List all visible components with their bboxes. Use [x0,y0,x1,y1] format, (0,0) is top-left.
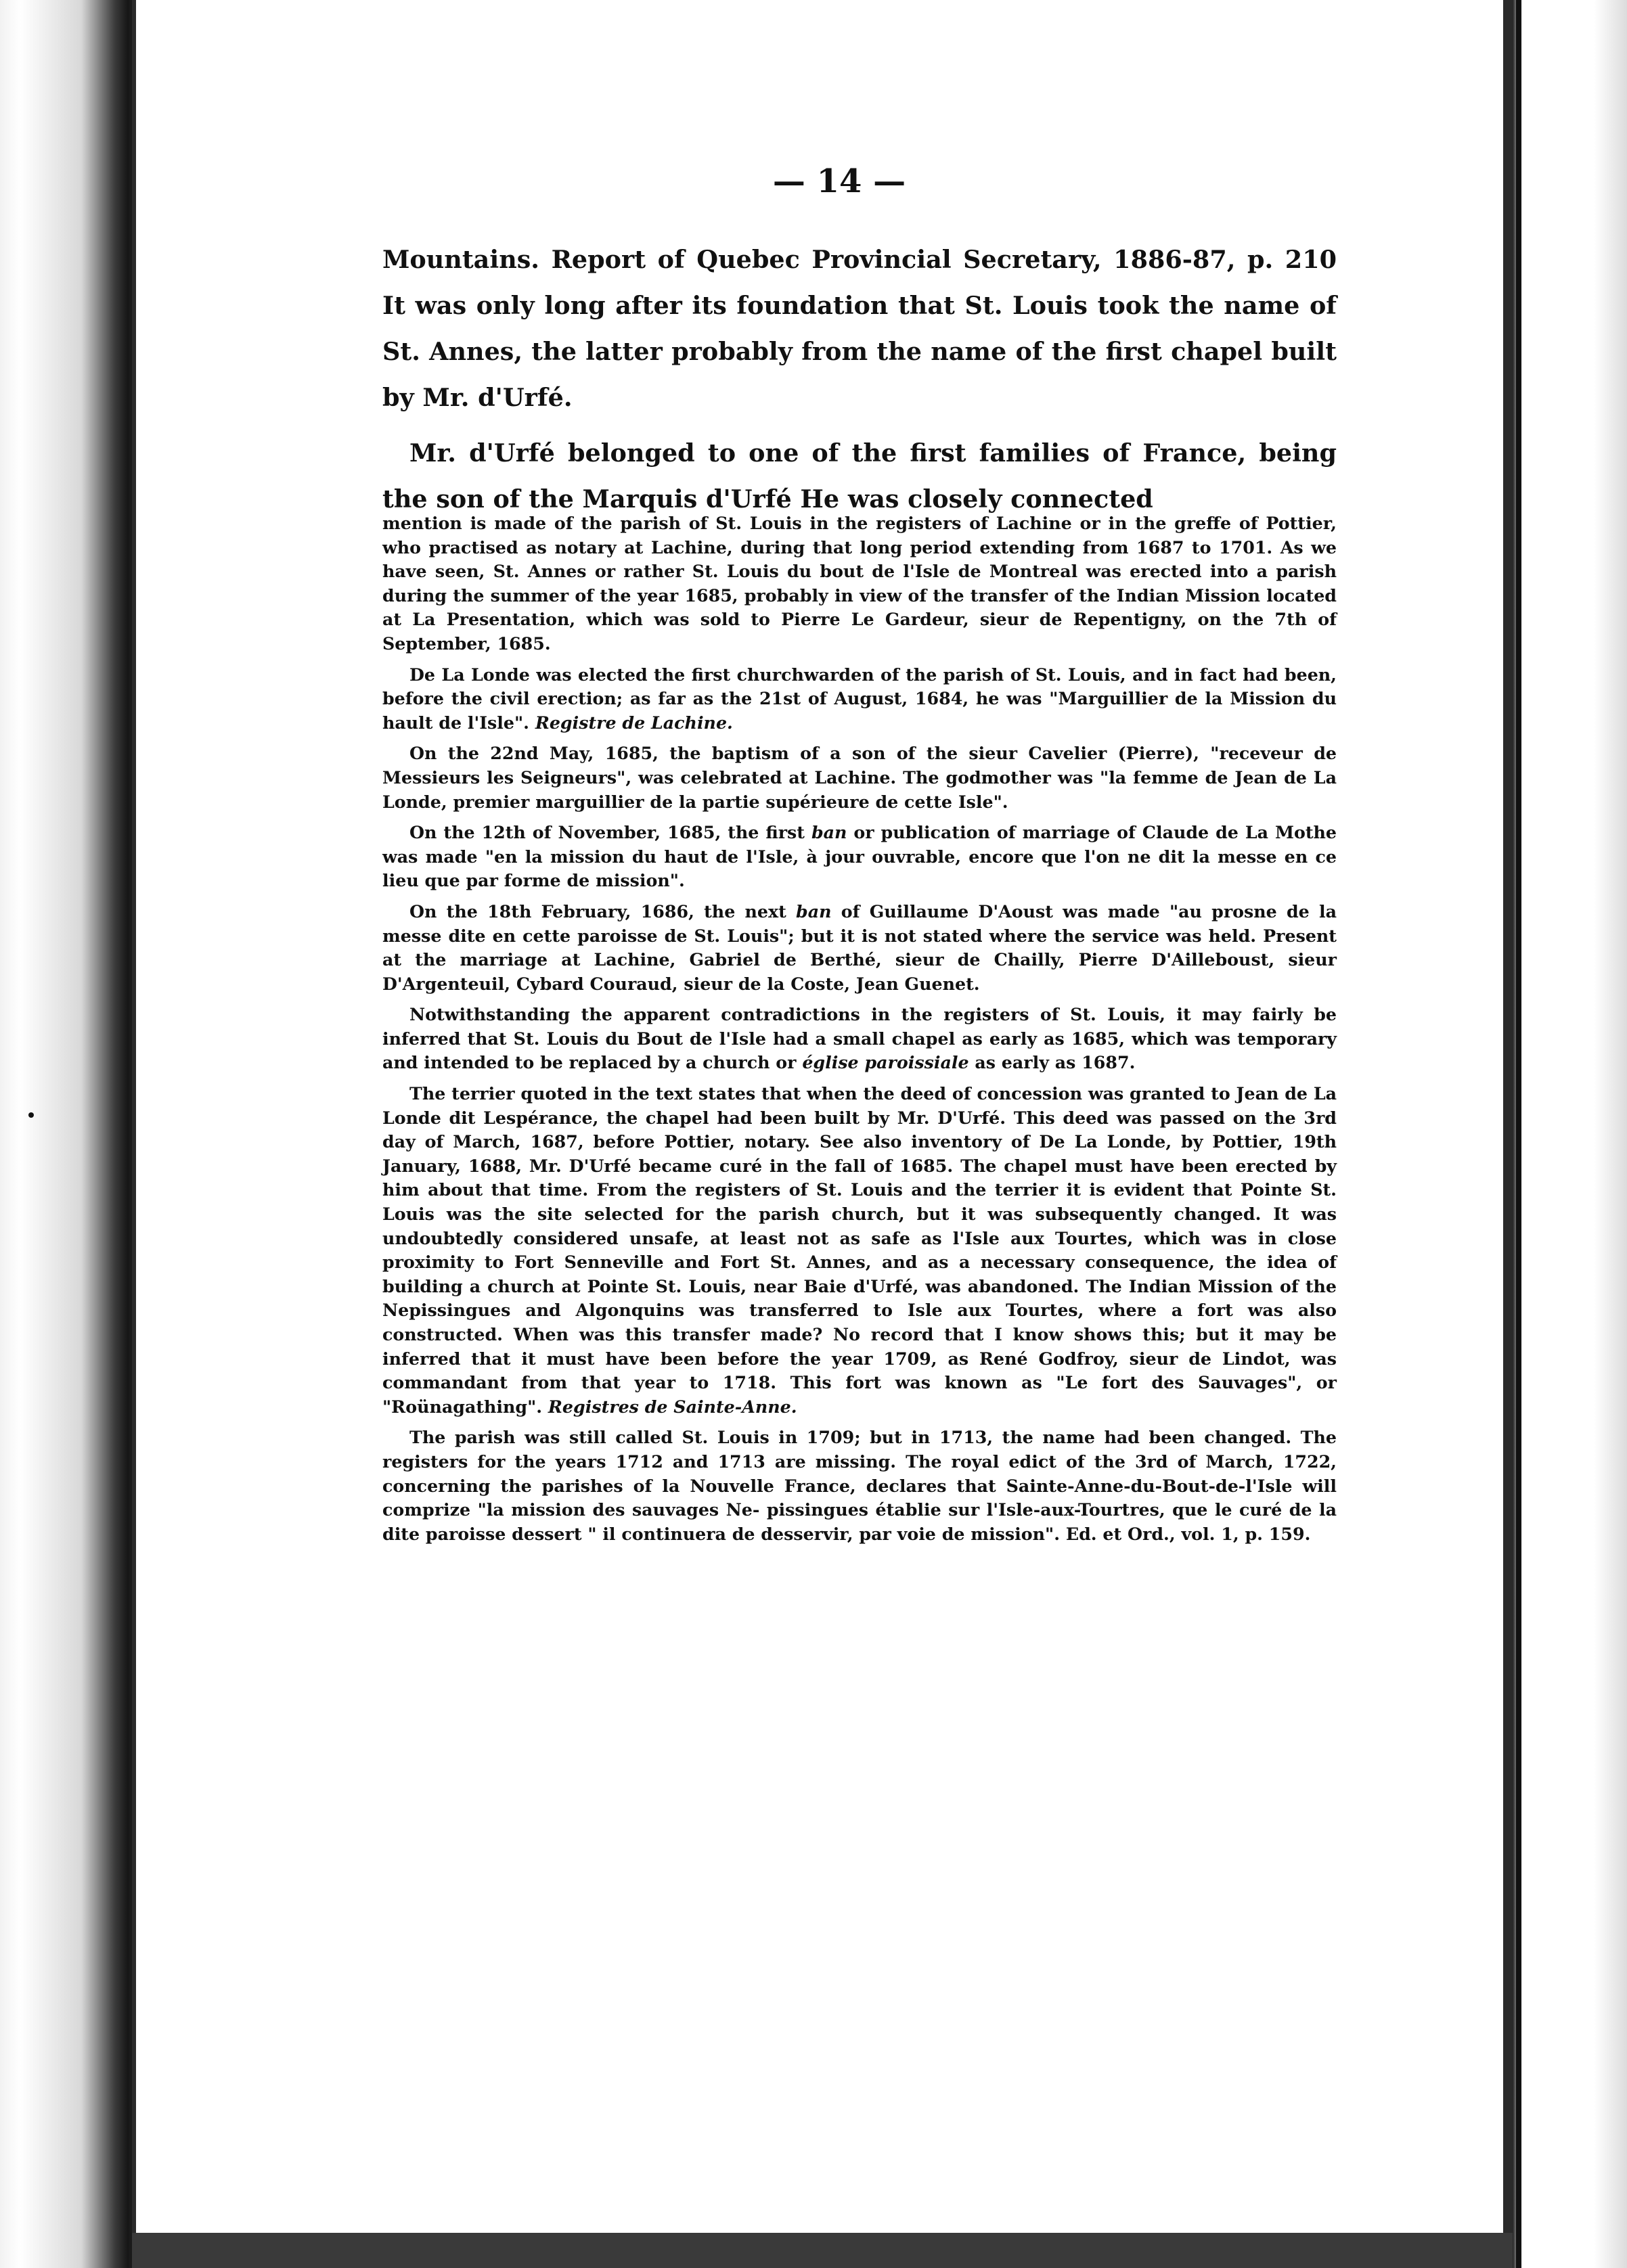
scan-left-edge [0,0,129,2268]
footnote-paragraph: mention is made of the parish of St. Louis in the registers of Lachine or in the greffe of Pottier, who practised as notary at Lachine, during that long period extending from 1687 to 1701. As we have seen, St. Annes or rather St. Louis du bout de l'Isle de Montreal was erected into a parish during the summer of the year 1685, probably in view of the transfer of the Indian Mission located at La Presentation, which was sold to Pierre Le Gardeur, sieur de Repentigny, on the 7th of September, 1685. [382,513,1337,654]
body-paragraph-text: Mr. d'Urfé belonged to one of the first families of France, being the son of the Marquis d'Urfé He was closely connected [382,438,1337,514]
footnote-block [382,512,1337,1553]
footnote-text: On the 12th of November, 1685, the first [409,822,805,843]
margin-dot [28,1112,34,1118]
footnote-paragraph [382,900,1337,996]
footnote-emphasis: ban [796,901,832,922]
footnote-text: On the 18th February, 1686, the next [409,901,786,922]
page-number: — 14 — [772,162,906,200]
page-gutter [1516,0,1521,2268]
footnote-paragraph: On the 22nd May, 1685, the baptism of a son of the sieur Cavelier (Pierre), "receveur de Messieurs les Seigneurs", was celebrated at Lachine. The godmother was "la femme de Jean de La Londe, premier marguillier de la partie supérieure de cette Isle". [382,743,1337,812]
footnote-reference: Registre de Lachine. [535,712,733,733]
footnote-paragraph [382,1082,1337,1419]
footnote-text: or publication of marriage of Claude de La Mothe was made "en la mission du haut de l'Isle, à jour ouvrable, encore que l'on ne dit la messe en ce lieu que par forme de mission". [382,822,1337,891]
body-paragraph [382,430,1337,522]
footnote-emphasis: ban [811,822,847,843]
footnote-text: of Guillaume D'Aoust was made "au prosne de la messe dite en cette paroisse de St. Louis"; but it is not stated where the service was held. Present at the marriage at Lachine, Gabriel de Berthé, sieur de Chailly, Pierre D'Ailleboust, sieur D'Argenteuil, Cybard Couraud, sieur de la Coste, Jean Guenet. [382,901,1337,994]
footnote-text: The terrier quoted in the text states that when the deed of concession was granted to Jean de La Londe dit Lespérance, the chapel had been built by Mr. D'Urfé. This deed was passed on the 3rd day of March, 1687, before Pottier, notary. See also inventory of De La Londe, by Pottier, 19th January, 1688, Mr. D'Urfé became curé in the fall of 1685. The chapel must have been erected by him about that time. From the registers of St. Louis and the terrier it is evident that Pointe St. Louis was the site selected for the parish church, but it was subsequently changed. It was undoubtedly considered unsafe, at least not as safe as l'Isle aux Tourtes, which was in close proximity to Fort Senneville and Fort St. Annes, and as a necessary consequence, the idea of building a church at Pointe St. Louis, near Baie d'Urfé, was abandoned. The Indian Mission of the Nepissingues and Algonquins was transferred to Isle aux Tourtes, where a fort was also constructed. When was this transfer made? No record that I know shows this; but it may be inferred that it must have been before the year 1709, as René Godfroy, sieur de Lindot, was commandant from that year to 1718. This fort was known as "Le fort des Sauvages", or "Roünagathing". [382,1083,1337,1417]
footnote-paragraph [382,821,1337,893]
footnote-reference: Registres de Sainte-Anne. [548,1396,797,1417]
footnote-text: Notwithstanding the apparent contradictions in the registers of St. Louis, it may fairly be inferred that St. Louis du Bout de l'Isle had a small chapel as early as 1685, which was temporary and intended to be replaced by a church or [382,1004,1337,1073]
footnote-paragraph: The parish was still called St. Louis in 1709; but in 1713, the name had been changed. The registers for the years 1712 and 1713 are missing. The royal edict of the 3rd of March, 1722, concerning the parishes of la Nouvelle France, declares that Sainte-Anne-du-Bout-de-l'Isle will comprize "la mission des sauvages Ne- pissingues établie sur l'Isle-aux-Tourtres, que le curé de la dite paroisse dessert " il continuera de desservir, par voie de mission". Ed. et Ord., vol. 1, p. 159. [382,1427,1337,1544]
footnote-text: De La Londe was elected the first churchwarden of the parish of St. Louis, and in fact had been, before the civil erection; as far as the 21st of August, 1684, he was "Marguillier de la Mission du hault de l'Isle". [382,664,1337,733]
footnote-paragraph [382,1003,1337,1075]
body-paragraph: Mountains. Report of Quebec Provincial Secretary, 1886-87, p. 210 It was only long after its foundation that St. Louis took the name of St. Annes, the latter probably from the name of the first chapel built by Mr. d'Urfé. [382,245,1337,412]
footnote-text: as early as 1687. [975,1052,1136,1073]
footnote-paragraph [382,663,1337,735]
scan-bottom-edge [132,2233,1513,2268]
main-body-text [382,237,1337,522]
adjacent-page-strip [1513,0,1627,2268]
footnote-emphasis: église paroissiale [802,1052,969,1073]
